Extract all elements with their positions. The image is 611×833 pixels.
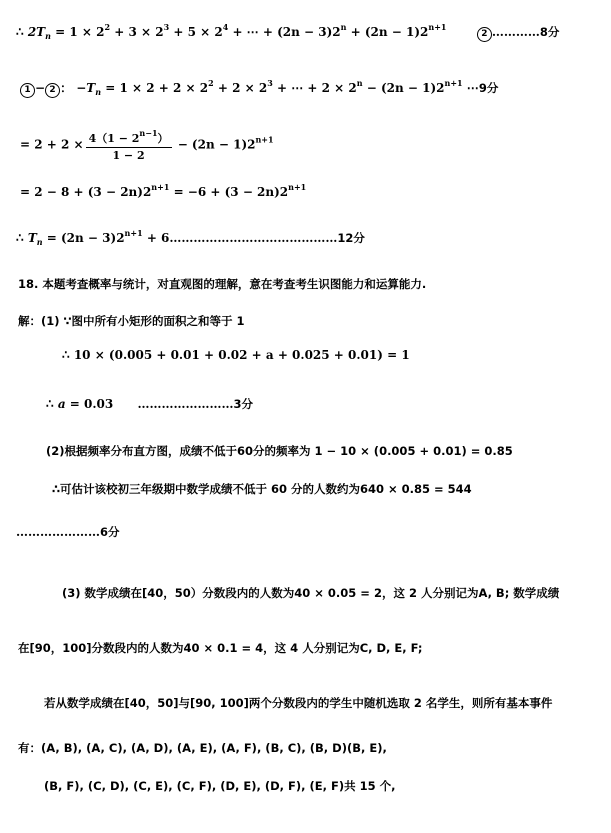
eq1-term-b: + 3 × 2 [110,25,164,39]
eq2-lhs-sub: n [95,87,102,97]
eq5-term-a: = (2n − 3)2 [42,231,125,245]
numerator-exp: n−1 [139,128,158,138]
eq1-term-e: + (2n − 1)2 [346,25,429,39]
score-6-line [16,524,120,540]
eq1-term-c: + 5 × 2 [169,25,223,39]
therefore-symbol: ∴ [16,231,24,245]
score-label: 3分 [233,397,253,411]
eq3-tail: − (2n − 1)2 [173,137,256,152]
eq1-exp-5: n+1 [428,22,447,32]
score-label: 8分 [539,25,560,39]
circled-number-2: 2 [477,27,492,42]
eq2-exp-4: n+1 [444,78,463,88]
eq2-term-d: − (2n − 1)2 [362,81,445,95]
eq4-term-a: = 2 − 8 + (3 − 2n)2 [20,185,152,199]
leader-dots: ………………… [16,525,100,539]
leader-dots: …………………… [137,397,234,411]
equation-line-3 [20,128,274,162]
equation-line-2 [20,78,498,98]
eq1-term-d: + ⋯ + (2n − 3)2 [228,25,341,39]
solution-part-2-estimate: ∴可估计该校初三年级期中数学成绩不低于 60 分的人数约为640 × 0.85 = 544 [52,482,472,496]
eq4-term-b: = −6 + (3 − 2n)2 [169,185,289,199]
eq2-term-c: + ⋯ + 2 × 2 [272,81,357,95]
solution-part-3-events-2: (B, F), (C, D), (C, E), (C, F), (D, E), (D, F), (E, F)共 15 个, [44,779,396,793]
colon: ： [60,81,73,95]
numerator-end: ） [157,132,169,145]
eq5-lhs-sub: n [36,237,43,247]
fraction-denominator: 1 − 2 [112,149,145,162]
equation-a-value [46,396,253,412]
solution-part-3-events-1: 有：(A, B), (A, C), (A, D), (A, E), (A, F), (B, C), (B, D)(B, E), [18,741,387,755]
eq2-exp-2: 3 [267,78,273,88]
score-label: 6分 [100,525,120,539]
equation-line-4 [20,182,306,199]
eq4-exp-2: n+1 [288,182,307,192]
eq5-lhs: T [27,231,37,245]
numerator-text: 4（1 − 2 [88,132,140,145]
equation-line-5 [16,228,365,247]
eq3-lead: = 2 + 2 × [20,137,84,152]
minus-sign: − [35,81,46,95]
therefore-symbol: ∴ [46,397,54,411]
equation-area-sum: ∴ 10 × (0.005 + 0.01 + 0.02 + a + 0.025 + 0.01) = 1 [62,348,410,362]
circled-number-1: 1 [20,83,35,98]
eq1-lhs: 2T [27,25,46,39]
score-label: 9分 [478,81,499,95]
solution-part-1: 解：(1) ∵图中所有小矩形的面积之和等于 1 [18,314,245,328]
eq1-exp-2: 3 [163,22,170,32]
equation-line-1 [16,22,559,42]
solution-part-3: (3) 数学成绩在[40，50）分数段内的人数为40 × 0.05 = 2，这 2 人分别记为A, B; 数学成绩 [62,586,560,600]
a-value: = 0.03 [65,397,114,411]
leader-dots: …………………………………… [169,231,338,245]
solution-part-3-line-2: 在[90，100]分数段内的人数为40 × 0.1 = 4，这 4 人分别记为C, D, E, F; [18,641,423,655]
eq2-term-a: = 1 × 2 + 2 × 2 [101,81,209,95]
eq2-term-b: + 2 × 2 [213,81,268,95]
question-18-intro: 18. 本题考查概率与统计，对直观图的理解，意在考查考生识图能力和运算能力. [18,277,427,291]
eq1-lhs-sub: n [45,31,51,41]
eq1-term-a: = 1 × 2 [50,25,105,39]
eq2-lhs: −T [72,81,96,95]
eq3-tail-exp: n+1 [255,134,274,145]
eq1-exp-1: 2 [104,22,111,32]
eq5-term-b: + 6 [142,231,170,245]
fraction [86,128,172,162]
eq1-exp-4: n [340,22,347,32]
solution-part-3-line-3: 若从数学成绩在[40，50]与[90, 100]两个分数段内的学生中随机选取 2 名学生，则所有基本事件 [44,696,553,710]
leader-dots: ⋯ [462,81,479,95]
fraction-numerator [86,128,172,148]
eq1-exp-3: 4 [222,22,229,32]
leader-dots: ………… [491,25,540,39]
eq5-exp-1: n+1 [124,228,143,238]
eq4-exp-1: n+1 [151,182,170,192]
therefore-symbol: ∴ [16,25,24,39]
score-label: 12分 [337,231,365,245]
variable-a: a [57,397,66,411]
eq2-exp-3: n [356,78,363,88]
solution-part-2: (2)根据频率分布直方图，成绩不低于60分的频率为 1 − 10 × (0.005 + 0.01) = 0.85 [46,444,513,458]
eq2-exp-1: 2 [208,78,214,88]
circled-number-2: 2 [45,83,60,98]
